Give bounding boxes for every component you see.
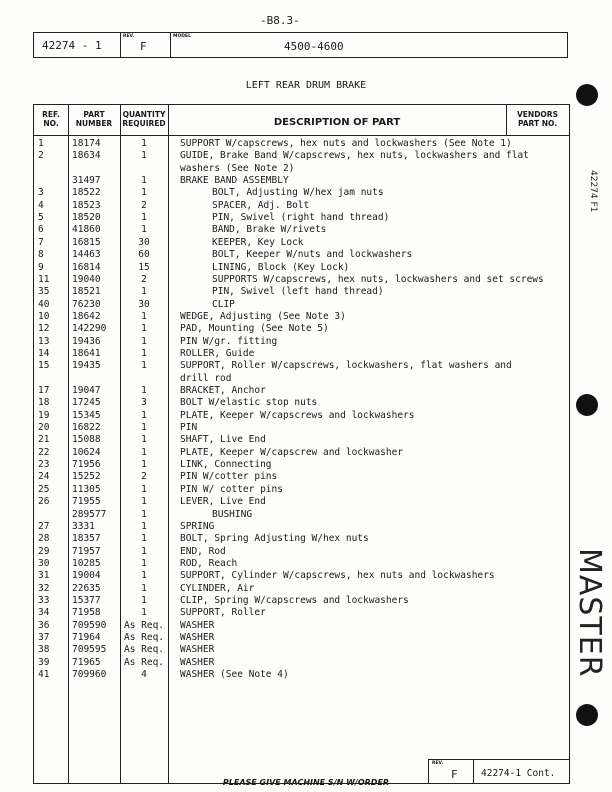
- description-cell: ROLLER, Guide: [180, 347, 255, 359]
- description-cell: BOLT, Spring Adjusting W/hex nuts: [180, 533, 369, 545]
- table-row: [34, 360, 569, 372]
- description-cell: PIN, Swivel (left hand thread): [212, 286, 384, 298]
- description-cell: SPRING: [180, 520, 215, 532]
- quantity-cell: 1: [141, 434, 147, 446]
- part-number-cell: 71957: [72, 545, 101, 557]
- quantity-cell: 1: [141, 347, 147, 359]
- table-row: [34, 274, 569, 286]
- model-value: 4500-4600: [284, 40, 344, 53]
- page-number: -B8.3-: [260, 14, 300, 27]
- part-number-cell: 15252: [72, 471, 101, 483]
- ref-cell: 26: [38, 496, 50, 508]
- quantity-cell: 1: [141, 175, 147, 187]
- part-number-cell: 11305: [72, 483, 101, 495]
- ref-cell: 1: [38, 138, 44, 149]
- ref-cell: 20: [38, 422, 50, 434]
- table-row: [34, 669, 569, 681]
- ref-cell: 25: [38, 483, 50, 495]
- part-number-cell: 71955: [72, 496, 101, 508]
- table-row: [34, 422, 569, 434]
- quantity-cell: 1: [141, 594, 147, 606]
- quantity-cell: 1: [141, 360, 147, 372]
- description-cell: WEDGE, Adjusting (See Note 3): [180, 310, 346, 322]
- part-number-cell: 709595: [72, 644, 107, 656]
- description-cell: ROD, Reach: [180, 557, 238, 569]
- rev-label: REV.: [123, 34, 135, 39]
- description-cell: SUPPORT W/capscrews, hex nuts and lockwashers (See Note 1): [180, 138, 512, 149]
- description-cell: BRAKE BAND ASSEMBLY: [180, 175, 289, 187]
- part-number-cell: 18522: [72, 187, 101, 199]
- quantity-cell: 1: [141, 483, 147, 495]
- part-number-cell: 10285: [72, 557, 101, 569]
- part-number-cell: 289577: [72, 508, 107, 520]
- description-cell: drill rod: [180, 372, 232, 384]
- quantity-cell: 1: [141, 212, 147, 224]
- col-vendor-header: VENDORS PART NO.: [517, 110, 558, 128]
- quantity-cell: 1: [141, 557, 147, 569]
- description-cell: SPACER, Adj. Bolt: [212, 199, 310, 211]
- ref-cell: 4: [38, 199, 44, 211]
- continued-label: 42274-1 Cont.: [481, 768, 556, 779]
- ref-cell: 2: [38, 150, 44, 162]
- table-row: [34, 558, 569, 570]
- table-row: [34, 484, 569, 496]
- description-cell: CYLINDER, Air: [180, 582, 255, 594]
- table-row: [34, 644, 569, 656]
- description-cell: PLATE, Keeper W/capscrew and lockwasher: [180, 446, 404, 458]
- ref-cell: 3: [38, 187, 44, 199]
- side-stamp: 42274 F1: [588, 170, 598, 213]
- part-number-cell: 142290: [72, 323, 107, 335]
- ref-cell: 28: [38, 533, 50, 545]
- ref-cell: 24: [38, 471, 50, 483]
- table-row: [34, 521, 569, 533]
- description-cell: PLATE, Keeper W/capscrews and lockwashers: [180, 409, 415, 421]
- description-cell: WASHER (See Note 4): [180, 669, 289, 681]
- description-cell: WASHER: [180, 644, 215, 656]
- table-row: [34, 620, 569, 632]
- quantity-cell: 1: [141, 310, 147, 322]
- quantity-cell: 1: [141, 508, 147, 520]
- ref-cell: 10: [38, 310, 50, 322]
- table-row: [34, 311, 569, 323]
- description-cell: BRACKET, Anchor: [180, 385, 266, 396]
- part-number-cell: 10624: [72, 446, 101, 458]
- table-row: [34, 496, 569, 508]
- col-desc-header: DESCRIPTION OF PART: [273, 117, 401, 128]
- part-number-cell: 18357: [72, 533, 101, 545]
- part-number-cell: 18521: [72, 286, 101, 298]
- description-cell: WASHER: [180, 632, 215, 643]
- table-row: [34, 262, 569, 274]
- quantity-cell: 1: [141, 335, 147, 347]
- description-cell: LEVER, Live End: [180, 496, 266, 508]
- part-number-cell: 71964: [72, 632, 101, 643]
- part-number-cell: 76230: [72, 298, 101, 310]
- ref-cell: 38: [38, 644, 50, 656]
- table-row: [34, 175, 569, 187]
- part-number-cell: 19435: [72, 360, 101, 372]
- description-cell: CLIP, Spring W/capscrews and lockwashers: [180, 594, 409, 606]
- description-cell: BOLT, Keeper W/nuts and lockwashers: [212, 249, 413, 261]
- part-number-cell: 71965: [72, 656, 101, 668]
- ref-cell: 9: [38, 261, 44, 273]
- table-row: [34, 385, 569, 397]
- ref-cell: 35: [38, 286, 50, 298]
- ref-cell: 11: [38, 273, 50, 285]
- table-row: [34, 410, 569, 422]
- table-row: [34, 336, 569, 348]
- quantity-cell: 1: [141, 409, 147, 421]
- quantity-cell: As Req.: [123, 632, 165, 643]
- quantity-cell: 1: [141, 224, 147, 236]
- model-label: MODEL: [173, 34, 191, 39]
- part-number-cell: 71956: [72, 459, 101, 471]
- table-row: [34, 187, 569, 199]
- description-cell: SHAFT, Live End: [180, 434, 266, 446]
- ref-cell: 5: [38, 212, 44, 224]
- page-title: LEFT REAR DRUM BRAKE: [245, 80, 367, 91]
- quantity-cell: 3: [141, 397, 147, 409]
- ref-cell: 17: [38, 385, 50, 396]
- header-box: [33, 32, 568, 58]
- part-number-cell: 16822: [72, 422, 101, 434]
- ref-cell: 41: [38, 669, 50, 681]
- description-cell: LINING, Block (Key Lock): [212, 261, 350, 273]
- description-cell: PIN W/cotter pins: [180, 471, 278, 483]
- table-row: [34, 323, 569, 335]
- ref-cell: 29: [38, 545, 50, 557]
- description-cell: BAND, Brake W/rivets: [212, 224, 327, 236]
- table-row: [34, 286, 569, 298]
- quantity-cell: 1: [141, 385, 147, 396]
- quantity-cell: 1: [141, 323, 147, 335]
- table-row: [34, 570, 569, 582]
- table-row: [34, 447, 569, 459]
- part-number-cell: 19047: [72, 385, 101, 396]
- ref-cell: 27: [38, 520, 50, 532]
- punch-hole-top: [576, 84, 598, 106]
- table-row: [34, 138, 569, 150]
- part-number-cell: 709960: [72, 669, 107, 681]
- quantity-cell: 1: [141, 533, 147, 545]
- description-cell: PIN W/gr. fitting: [180, 335, 278, 347]
- quantity-cell: 1: [141, 545, 147, 557]
- part-number-cell: 22635: [72, 582, 101, 594]
- ref-cell: 22: [38, 446, 50, 458]
- doc-number: 42274 - 1: [42, 39, 102, 52]
- table-row: [34, 471, 569, 483]
- table-row: [34, 348, 569, 360]
- ref-cell: 40: [38, 298, 50, 310]
- table-row: [34, 249, 569, 261]
- description-cell: PIN: [180, 422, 198, 434]
- punch-hole-middle: [576, 394, 598, 416]
- part-number-cell: 709590: [72, 619, 107, 631]
- part-number-cell: 18634: [72, 150, 101, 162]
- part-number-cell: 17245: [72, 397, 101, 409]
- quantity-cell: 1: [141, 570, 147, 582]
- part-number-cell: 19004: [72, 570, 101, 582]
- part-number-cell: 16815: [72, 236, 101, 248]
- footer-rev-value: F: [451, 768, 458, 781]
- quantity-cell: 2: [141, 471, 147, 483]
- col-part-header: PART NUMBER: [75, 110, 113, 128]
- quantity-cell: 1: [141, 496, 147, 508]
- quantity-cell: 4: [141, 669, 147, 681]
- punch-hole-bottom: [576, 704, 598, 726]
- ref-cell: 19: [38, 409, 50, 421]
- ref-cell: 12: [38, 323, 50, 335]
- description-cell: GUIDE, Brake Band W/capscrews, hex nuts, lockwashers and flat: [180, 150, 529, 162]
- table-row: [34, 509, 569, 521]
- description-cell: SUPPORT, Cylinder W/capscrews, hex nuts and lockwashers: [180, 570, 495, 582]
- table-row: [34, 434, 569, 446]
- quantity-cell: As Req.: [123, 619, 165, 631]
- part-number-cell: 19436: [72, 335, 101, 347]
- table-row: [34, 299, 569, 311]
- ref-cell: 31: [38, 570, 50, 582]
- table-row: [34, 224, 569, 236]
- ref-cell: 6: [38, 224, 44, 236]
- quantity-cell: 1: [141, 422, 147, 434]
- part-number-cell: 18520: [72, 212, 101, 224]
- quantity-cell: 1: [141, 138, 147, 149]
- description-cell: WASHER: [180, 656, 215, 668]
- ref-cell: 15: [38, 360, 50, 372]
- table-row: [34, 583, 569, 595]
- ref-cell: 14: [38, 347, 50, 359]
- table-row: [34, 373, 569, 385]
- part-number-cell: 18642: [72, 310, 101, 322]
- description-cell: BOLT, Adjusting W/hex jam nuts: [212, 187, 384, 199]
- ref-cell: 34: [38, 607, 50, 619]
- description-cell: PIN W/ cotter pins: [180, 483, 283, 495]
- quantity-cell: 1: [141, 446, 147, 458]
- part-number-cell: 31497: [72, 175, 101, 187]
- part-number-cell: 16814: [72, 261, 101, 273]
- table-row: [34, 200, 569, 212]
- part-number-cell: 15088: [72, 434, 101, 446]
- ref-cell: 13: [38, 335, 50, 347]
- part-number-cell: 14463: [72, 249, 101, 261]
- footer-note: PLEASE GIVE MACHINE S/N W/ORDER: [222, 778, 390, 787]
- quantity-cell: 1: [141, 150, 147, 162]
- quantity-cell: As Req.: [123, 644, 165, 656]
- ref-cell: 18: [38, 397, 50, 409]
- ref-cell: 21: [38, 434, 50, 446]
- table-row: [34, 657, 569, 669]
- table-row: [34, 397, 569, 409]
- ref-cell: 30: [38, 557, 50, 569]
- description-cell: BUSHING: [212, 508, 253, 520]
- footer-rev-label: REV.: [432, 761, 444, 766]
- ref-cell: 37: [38, 632, 50, 643]
- quantity-cell: 2: [141, 273, 147, 285]
- ref-cell: 7: [38, 236, 44, 248]
- description-cell: SUPPORT, Roller W/capscrews, lockwashers, flat washers and: [180, 360, 512, 372]
- ref-cell: 32: [38, 582, 50, 594]
- quantity-cell: 1: [141, 582, 147, 594]
- part-number-cell: 18523: [72, 199, 101, 211]
- quantity-cell: As Req.: [123, 656, 165, 668]
- quantity-cell: 2: [141, 199, 147, 211]
- description-cell: SUPPORT, Roller: [180, 607, 266, 619]
- table-row: [34, 459, 569, 471]
- description-cell: CLIP: [212, 298, 235, 310]
- ref-cell: 39: [38, 656, 50, 668]
- parts-table: [33, 104, 570, 784]
- quantity-cell: 1: [141, 459, 147, 471]
- ref-cell: 8: [38, 249, 44, 261]
- description-cell: SUPPORTS W/capscrews, hex nuts, lockwashers and set screws: [212, 273, 544, 285]
- table-row: [34, 150, 569, 162]
- part-number-cell: 15377: [72, 594, 101, 606]
- ref-cell: 33: [38, 594, 50, 606]
- part-number-cell: 71958: [72, 607, 101, 619]
- description-cell: KEEPER, Key Lock: [212, 236, 304, 248]
- description-cell: washers (See Note 2): [180, 162, 295, 174]
- table-row: [34, 607, 569, 619]
- part-number-cell: 41860: [72, 224, 101, 236]
- part-number-cell: 19040: [72, 273, 101, 285]
- quantity-cell: 30: [138, 298, 150, 310]
- ref-cell: 36: [38, 619, 50, 631]
- description-cell: BOLT W/elastic stop nuts: [180, 397, 318, 409]
- part-number-cell: 18174: [72, 138, 101, 149]
- part-number-cell: 15345: [72, 409, 101, 421]
- col-qty-header: QUANTITY REQUIRED: [122, 110, 166, 128]
- quantity-cell: 1: [141, 187, 147, 199]
- quantity-cell: 30: [138, 236, 150, 248]
- table-row: [34, 212, 569, 224]
- part-number-cell: 3331: [72, 520, 95, 532]
- quantity-cell: 1: [141, 607, 147, 619]
- table-row: [34, 237, 569, 249]
- table-row: [34, 533, 569, 545]
- quantity-cell: 60: [138, 249, 150, 261]
- description-cell: END, Rod: [180, 545, 226, 557]
- quantity-cell: 15: [138, 261, 150, 273]
- table-row: [34, 546, 569, 558]
- rev-value: F: [140, 40, 147, 53]
- col-ref-header: REF. NO.: [42, 110, 60, 128]
- description-cell: PIN, Swivel (right hand thread): [212, 212, 390, 224]
- table-row: [34, 595, 569, 607]
- quantity-cell: 1: [141, 286, 147, 298]
- master-stamp: MASTER: [572, 548, 607, 678]
- quantity-cell: 1: [141, 520, 147, 532]
- description-cell: LINK, Connecting: [180, 459, 272, 471]
- part-number-cell: 18641: [72, 347, 101, 359]
- table-row: [34, 163, 569, 175]
- ref-cell: 23: [38, 459, 50, 471]
- description-cell: WASHER: [180, 619, 215, 631]
- table-row: [34, 632, 569, 644]
- description-cell: PAD, Mounting (See Note 5): [180, 323, 329, 335]
